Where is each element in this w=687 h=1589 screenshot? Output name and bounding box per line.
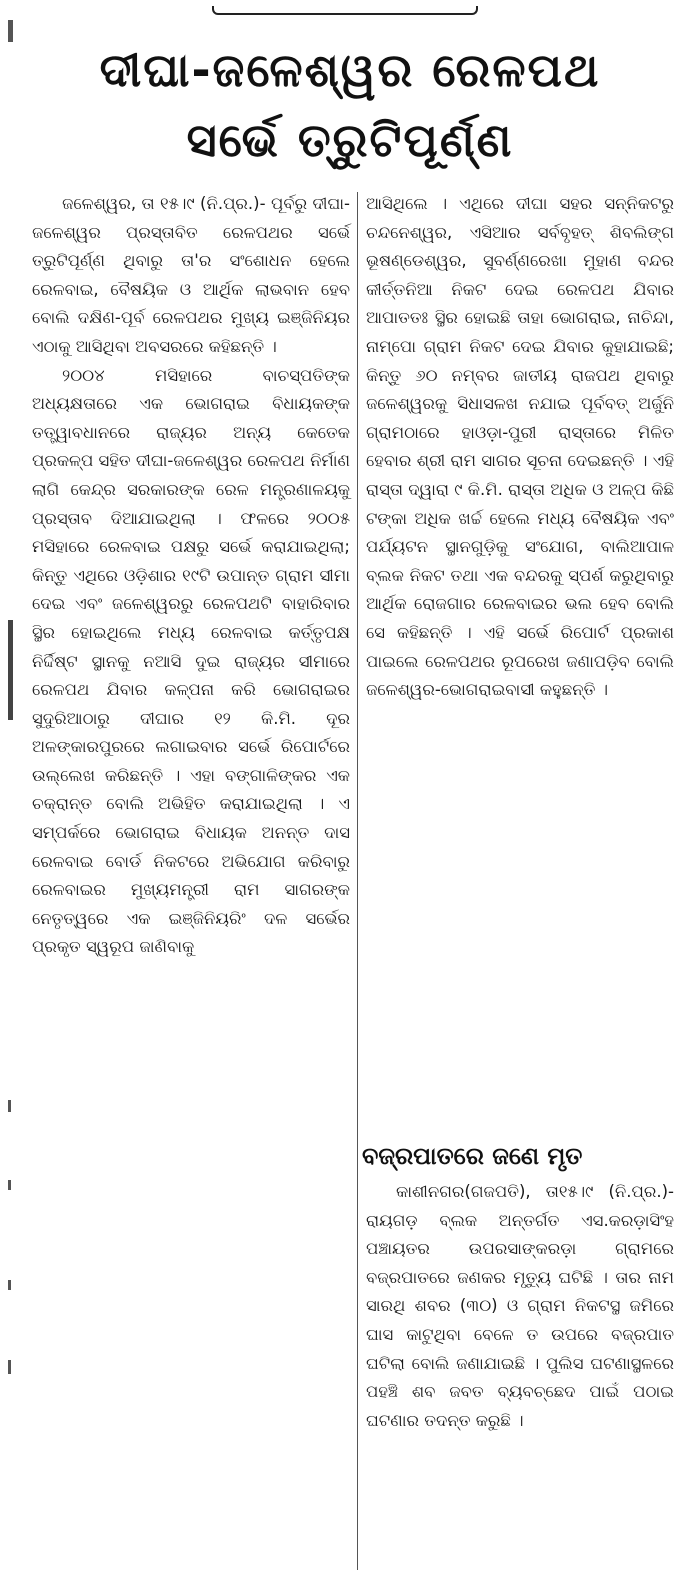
column-divider <box>357 192 358 1570</box>
scan-edge-mark <box>8 620 13 720</box>
scan-edge-mark <box>8 1360 11 1374</box>
article-paragraph: ଜଳେଶ୍ୱର, ତା ୧୫।୯ (ନି.ପ୍ର.)- ପୂର୍ବରୁ ଦୀଘା-ଜଳେଶ୍ୱର ପ୍ରସ୍ତାବିତ ରେଳପଥର ସର୍ଭେ ତ୍ରୁଟିପୂର୍ଣ୍ଣ ଥିବାରୁ ତା'ର ସଂଶୋଧନ ହେଲେ ରେଳବାଇ, ବୈଷୟିକ ଓ ଆର୍ଥିକ ଲାଭବାନ ହେବ ବୋଲି ଦକ୍ଷିଣ-ପୂର୍ବ ରେଳପଥର ମୁଖ୍ୟ ଇଞ୍ଜିନିୟର ଏଠାକୁ ଆସିଥିବା ଅବସରରେ କହିଛନ୍ତି । <box>32 194 350 356</box>
scan-edge-mark <box>8 1280 11 1290</box>
headline-line-1: ଦୀଘା-ଜଳେଶ୍ୱର ରେଳପଥ <box>99 43 601 97</box>
scan-edge-mark <box>8 1100 11 1112</box>
second-article-headline: ବଜ୍ରପାତରେ ଜଣେ ମୃତ <box>362 1142 583 1170</box>
scan-edge-mark <box>8 20 13 42</box>
second-article-body <box>366 1178 674 1435</box>
top-bracket-rule <box>212 6 478 15</box>
headline-line-2: ସର୍ଭେ ତ୍ରୁଟିପୂର୍ଣ୍ଣ <box>186 113 514 167</box>
article-right-column <box>366 190 674 705</box>
article-left-column <box>32 190 350 962</box>
article-paragraph: ୨୦୦୪ ମସିହାରେ ବାଚସ୍ପତିଙ୍କ ଅଧ୍ୟକ୍ଷତାରେ ଏକ ଭୋଗରାଇ ବିଧାୟକଙ୍କ ତତ୍ତ୍ୱାବଧାନରେ ରାଜ୍ୟର ଅନ୍ୟ କେତେକ ପ୍ରକଳ୍ପ ସହିତ ଦୀଘା-ଜଳେଶ୍ୱର ରେଳପଥ ନିର୍ମାଣ ଲାଗି କେନ୍ଦ୍ର ସରକାରଙ୍କ ରେଳ ମନ୍ତ୍ରଣାଳୟକୁ ପ୍ରସ୍ତାବ ଦିଆଯାଇଥିଲା । ଫଳରେ ୨୦୦୫ ମସିହାରେ ରେଳବାଇ ପକ୍ଷରୁ ସର୍ଭେ କରାଯାଇଥିଲା; କିନ୍ତୁ ଏଥିରେ ଓଡ଼ିଶାର ୧୯ଟି ଉପାନ୍ତ ଗ୍ରାମ ସୀମା ଦେଇ ଏବଂ ଜଳେଶ୍ୱରରୁ ରେଳପଥଟି ବାହାରିବାର ସ୍ଥିର ହୋଇଥିଲେ ମଧ୍ୟ ରେଳବାଇ କର୍ତ୍ତୃପକ୍ଷ ନିର୍ଦ୍ଦିଷ୍ଟ ସ୍ଥାନକୁ ନଆସି ଦୁଇ ରାଜ୍ୟର ସୀମାରେ ରେଳପଥ ଯିବାର କଳ୍ପନା କରି ଭୋଗରାଇର ସୁଦୁରିଆଠାରୁ ଦୀଘାର ୧୨ କି.ମି. ଦୂର ଅଳଙ୍କାରପୁରରେ ଲଗାଇବାର ସର୍ଭେ ରିପୋର୍ଟରେ ଉଲ୍ଲେଖ କରିଛନ୍ତି । ଏହା ବଙ୍ଗାଳିଙ୍କର ଏକ ଚକ୍ରାନ୍ତ ବୋଲି ଅଭିହିତ କରାଯାଇଥିଲା । ଏ ସମ୍ପର୍କରେ ଭୋଗରାଇ ବିଧାୟକ ଅନନ୍ତ ଦାସ ରେଳବାଇ ବୋର୍ଡ ନିକଟରେ ଅଭିଯୋଗ କରିବାରୁ ରେଳବାଇର ମୁଖ୍ୟମନ୍ତ୍ରୀ ରାମ ସାଗରଙ୍କ ନେତୃତ୍ୱରେ ଏକ ଇଞ୍ଜିନିୟରିଂ ଦଳ ସର୍ଭେର ପ୍ରକୃତ ସ୍ୱରୂପ ଜାଣିବାକୁ <box>32 365 351 957</box>
article-paragraph: କାଶୀନଗର(ଗଜପତି), ତା୧୫।୯ (ନି.ପ୍ର.)-ରାୟଗଡ଼ ବ୍ଲକ ଅନ୍ତର୍ଗତ ଏସ.କରଡ଼ାସିଂହ ପଞ୍ଚାୟତର ଉପରସାଙ୍କରଡ଼ା ଗ୍ରାମରେ ବଜ୍ରପାତରେ ଜଣକର ମୃତ୍ୟୁ ଘଟିଛି । ତାର ନାମ ସାରଥି ଶବର (୩୦) ଓ ଗ୍ରାମ ନିକଟସ୍ଥ ଜମିରେ ଘାସ କାଟୁଥିବା ବେଳେ ତ ଉପରେ ବଜ୍ରପାତ ଘଟିଲା ବୋଲି ଜଣାଯାଇଛି । ପୁଲିସ ଘଟଣାସ୍ଥଳରେ ପହଞ୍ଚି ଶବ ଜବତ ବ୍ୟବଚ୍ଛେଦ ପାଇଁ ପଠାଇ ଘଟଣାର ତଦନ୍ତ କରୁଛି । <box>366 1182 674 1430</box>
article-paragraph: ଆସିଥିଲେ । ଏଥିରେ ଦୀଘା ସହର ସନ୍ନିକଟରୁ ଚନ୍ଦନେଶ୍ୱର, ଏସିଆର ସର୍ବବୃହତ୍ ଶିବଲିଙ୍ଗ ଭୂଷଣ୍ଡେଶ୍ୱର, ସୁବର୍ଣ୍ଣରେଖା ମୁହାଣ ବନ୍ଦର କୀର୍ତ୍ତନିଆ ନିକଟ ଦେଇ ରେଳପଥ ଯିବାର ଆପାତତଃ ସ୍ଥିର ହୋଇଛି ତାହା ଭୋଗରାଇ, ନାଚିନ୍ଦା, ନାମ୍ପୋ ଗ୍ରାମ ନିକଟ ଦେଇ ଯିବାର କୁହାଯାଇଛି; କିନ୍ତୁ ୬୦ ନମ୍ବର ଜାତୀୟ ରାଜପଥ ଥିବାରୁ ଜଳେଶ୍ୱରକୁ ସିଧାସଳଖ ନଯାଇ ପୂର୍ବବତ୍ ଅର୍ଜୁନି ଗ୍ରାମଠାରେ ହାଓଡ଼ା-ପୁରୀ ରାସ୍ତାରେ ମିଳିତ ହେବାର ଶ୍ରୀ ରାମ ସାଗର ସୂଚନା ଦେଇଛନ୍ତି । ଏହି ରାସ୍ତା ଦ୍ୱାରା ୯ କି.ମି. ରାସ୍ତା ଅଧିକ ଓ ଅଳ୍ପ କିଛି ଟଙ୍କା ଅଧିକ ଖର୍ଚ୍ଚ ହେଲେ ମଧ୍ୟ ବୈଷୟିକ ଏବଂ ପର୍ଯ୍ୟଟନ ସ୍ଥାନଗୁଡ଼ିକୁ ସଂଯୋଗ, ବାଲିଆପାଳ ବ୍ଲକ ନିକଟ ତଥା ଏକ ବନ୍ଦରକୁ ସ୍ପର୍ଶ କରୁଥିବାରୁ ଆର୍ଥିକ ରୋଜଗାର ରେଳବାଇର ଭଲ ହେବ ବୋଲି ସେ କହିଛନ୍ତି । ଏହି ସର୍ଭେ ରିପୋର୍ଟ ପ୍ରକାଶ ପାଇଲେ ରେଳପଥର ରୂପରେଖ ଜଣାପଡ଼ିବ ବୋଲି ଜଳେଶ୍ୱର-ଭୋଗରାଇବାସୀ କହୁଛନ୍ତି । <box>366 194 674 700</box>
scan-edge-mark <box>8 1180 11 1190</box>
